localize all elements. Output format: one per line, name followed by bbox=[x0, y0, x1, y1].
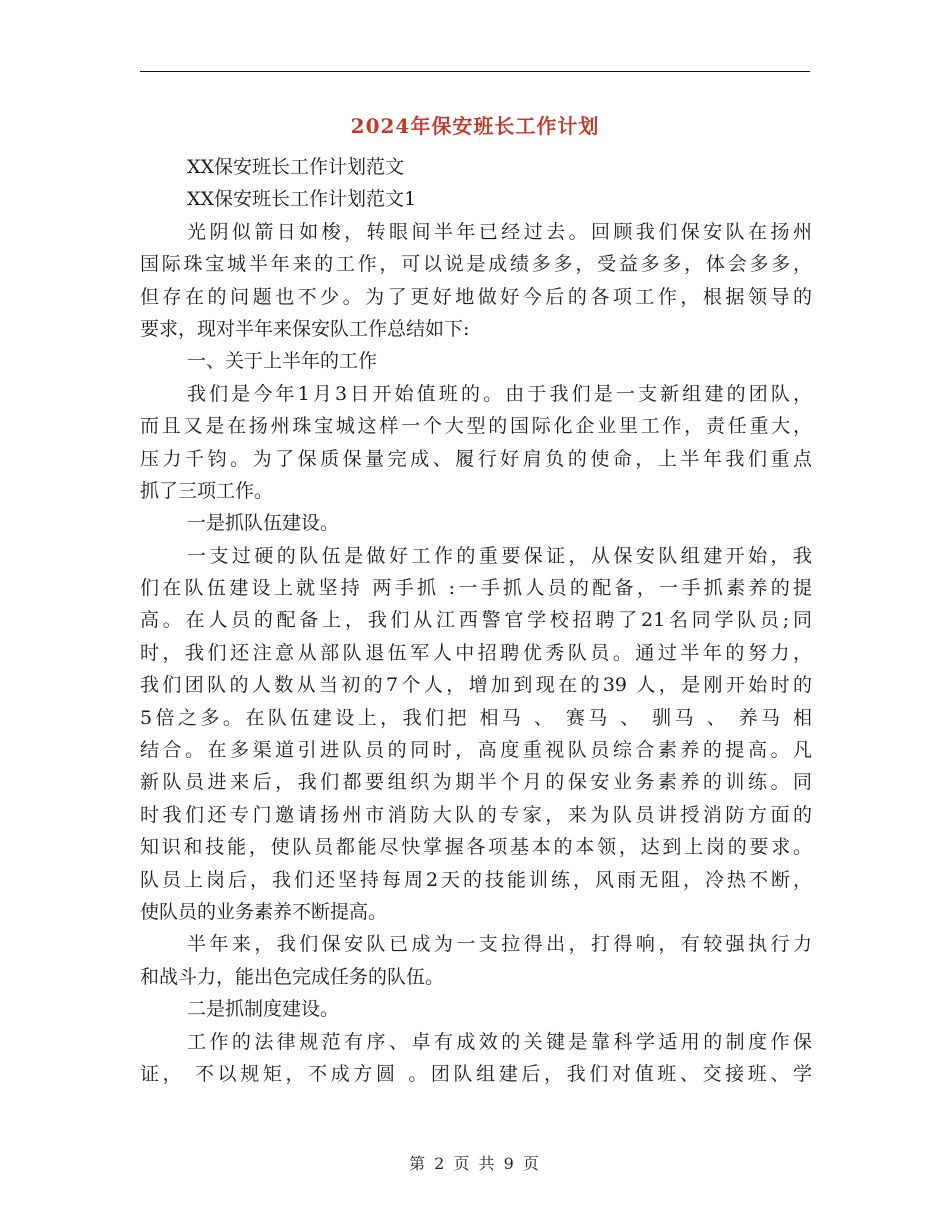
paragraph-line: 知识和技能，使队员都能尽快掌握各项基本的本领，达到上岗的要求。 bbox=[140, 836, 812, 859]
paragraph-line: 光阴似箭日如梭，转眼间半年已经过去。回顾我们保安队在扬州 bbox=[187, 220, 812, 243]
paragraph-line: 但存在的问题也不少。为了更好地做好今后的各项工作，根据领导的 bbox=[140, 285, 812, 308]
paragraph-line: 压力千钧。为了保质保量完成、履行好肩负的使命，上半年我们重点 bbox=[140, 447, 812, 470]
paragraph-line: 5倍之多。在队伍建设上，我们把 相马 、 赛马 、 驯马 、 养马 相 bbox=[140, 706, 812, 729]
paragraph-line: XX保安班长工作计划范文 bbox=[187, 156, 405, 178]
paragraph-line: 工作的法律规范有序、卓有成效的关键是靠科学适用的制度作保 bbox=[187, 1030, 812, 1053]
paragraph-line: 新队员进来后，我们都要组织为期半个月的保安业务素养的训练。同 bbox=[140, 771, 812, 794]
header-rule bbox=[140, 71, 810, 72]
paragraph-line: XX保安班长工作计划范文1 bbox=[187, 188, 417, 211]
paragraph-line: 我们团队的人数从当初的7个人，增加到现在的39 人，是刚开始时的 bbox=[140, 674, 812, 697]
paragraph-line: 结合。在多渠道引进队员的同时，高度重视队员综合素养的提高。凡 bbox=[140, 739, 812, 762]
paragraph-line: 半年来，我们保安队已成为一支拉得出，打得响，有较强执行力 bbox=[187, 933, 812, 956]
paragraph-line: 使队员的业务素养不断提高。 bbox=[140, 900, 388, 923]
paragraph-line: 时我们还专门邀请扬州市消防大队的专家，来为队员讲授消防方面的 bbox=[140, 803, 812, 826]
document-title: 2024年保安班长工作计划 bbox=[350, 114, 600, 138]
paragraph-line: 一是抓队伍建设。 bbox=[187, 512, 340, 535]
paragraph-line: 要求，现对半年来保安队工作总结如下: bbox=[140, 317, 470, 340]
paragraph-line: 高。在人员的配备上，我们从江西警官学校招聘了21名同学队员;同 bbox=[140, 609, 812, 632]
paragraph-line: 和战斗力，能出色完成任务的队伍。 bbox=[140, 965, 445, 988]
paragraph-line: 二是抓制度建设。 bbox=[187, 998, 340, 1021]
paragraph-line: 一、关于上半年的工作 bbox=[187, 350, 378, 373]
paragraph-line: 们在队伍建设上就坚持 两手抓 :一手抓人员的配备，一手抓素养的提 bbox=[140, 577, 812, 600]
paragraph-line: 抓了三项工作。 bbox=[140, 479, 274, 502]
document-body bbox=[140, 151, 812, 1090]
paragraph-line: 队员上岗后，我们还坚持每周2天的技能训练，风雨无阻，冷热不断， bbox=[140, 868, 812, 891]
paragraph-line: 而且又是在扬州珠宝城这样一个大型的国际化企业里工作，责任重大， bbox=[140, 415, 812, 438]
paragraph-line: 一支过硬的队伍是做好工作的重要保证，从保安队组建开始，我 bbox=[187, 544, 812, 567]
paragraph-line: 我们是今年1月3日开始值班的。由于我们是一支新组建的团队， bbox=[187, 382, 812, 405]
paragraph-line: 证， 不以规矩，不成方圆 。团队组建后，我们对值班、交接班、学 bbox=[140, 1062, 812, 1085]
page-number-footer: 第 2 页 共 9 页 bbox=[409, 1154, 541, 1173]
paragraph-line: 时，我们还注意从部队退伍军人中招聘优秀队员。通过半年的努力， bbox=[140, 641, 812, 664]
paragraph-line: 国际珠宝城半年来的工作，可以说是成绩多多，受益多多，体会多多， bbox=[140, 253, 812, 276]
